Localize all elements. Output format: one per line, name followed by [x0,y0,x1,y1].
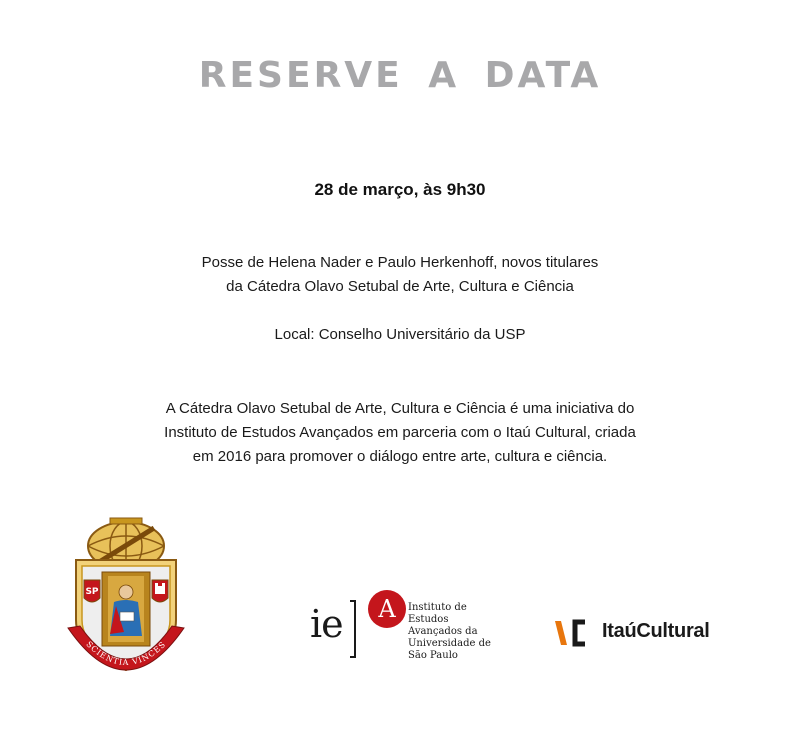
iea-name-line: Instituto de [408,602,467,613]
about-paragraph [0,397,800,469]
event-date: 28 de março, às 9h30 [314,180,486,199]
sp-shield-icon [84,580,100,602]
description-line: Posse de Helena Nader e Paulo Herkenhoff, novos titulares [201,254,599,271]
description-line: da Cátedra Olavo Setubal de Arte, Cultura e Ciência [226,278,574,295]
about-line: Instituto de Estudos Avançados em parceria com o Itaú Cultural, criada [164,424,636,441]
iea-logo [310,590,510,665]
page-title: RESERVE A DATA [198,55,602,96]
location-text: Local: Conselho Universitário da USP [274,326,526,343]
bracket-icon [350,600,356,658]
about-line: A Cátedra Olavo Setubal de Arte, Cultura e Ciência é uma iniciativa do [165,400,635,417]
event-description [0,251,800,299]
event-location [0,323,800,347]
usp-crest-icon [66,516,186,692]
castle-shield-icon [152,580,168,602]
usp-crest-logo [66,516,186,692]
shield-letters: SP [85,587,99,597]
iea-name-line: Estudos [408,614,449,625]
itau-name: ItaúCultural [602,620,710,642]
iea-name [408,602,491,662]
about-line: em 2016 para promover o diálogo entre arte, cultura e ciência. [192,448,608,465]
iea-name-line: Universidade de [408,638,491,649]
itau-c-icon [553,619,587,647]
iea-mark: ie [310,602,343,646]
iea-name-line: São Paulo [408,650,458,661]
usp-motto: SCIENTIA VINCES [84,639,168,668]
itau-cultural-logo [553,617,753,649]
iea-name-line: Avançados da [408,626,478,637]
iea-letter-circle: A [368,590,406,628]
